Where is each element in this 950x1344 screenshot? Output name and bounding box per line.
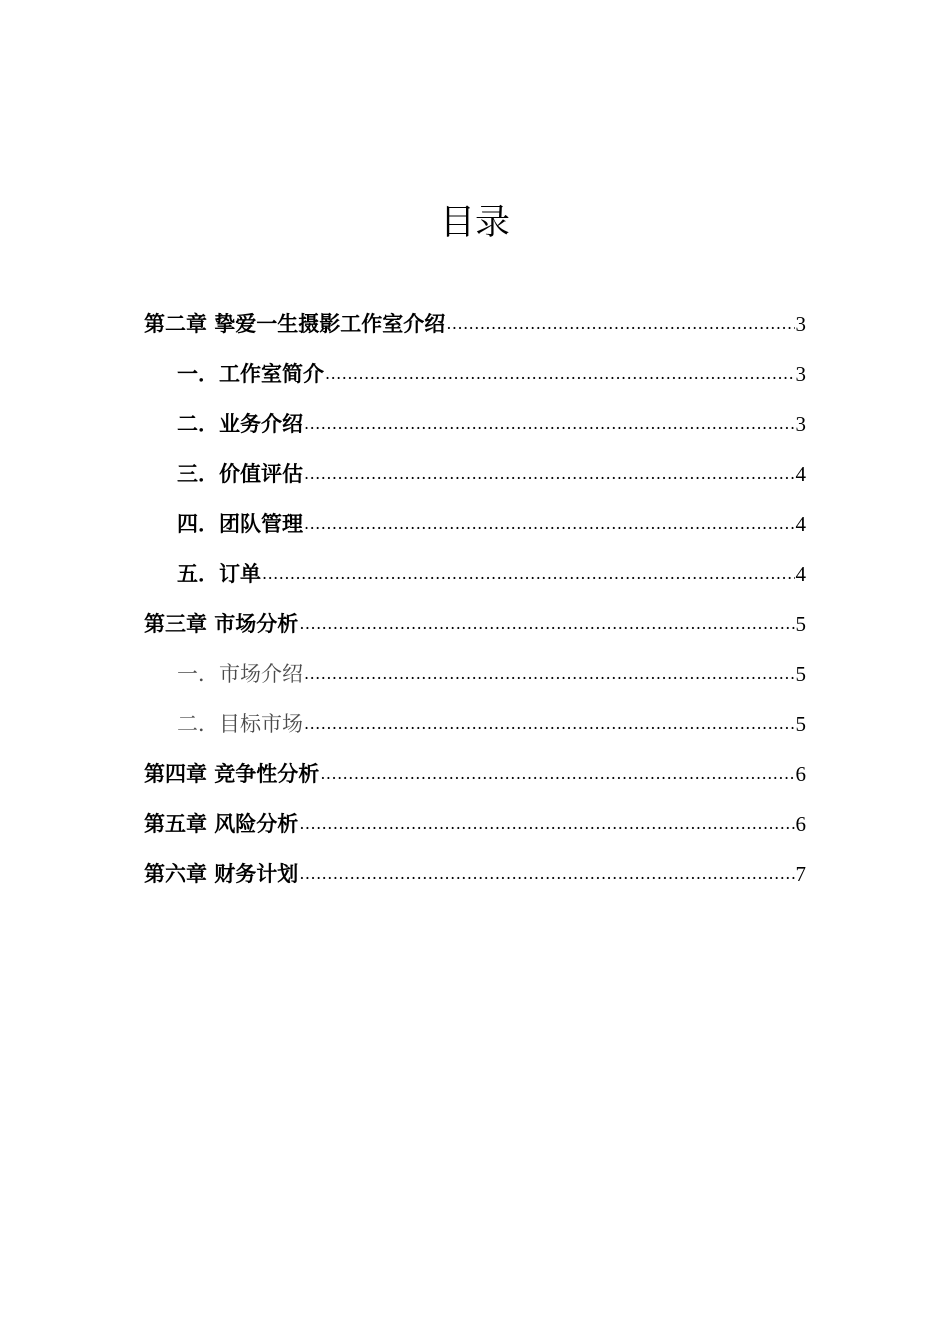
- toc-entry-chapter-6[interactable]: [144, 850, 806, 900]
- toc-dot-leader: [299, 814, 794, 834]
- toc-entry-label: 第四章 竞争性分析: [144, 761, 320, 786]
- toc-dot-leader: [325, 364, 795, 384]
- toc-entry-page: 4: [795, 512, 806, 536]
- toc-entry-chapter-3[interactable]: [144, 600, 806, 650]
- toc-entry-page: 5: [795, 712, 806, 736]
- toc-entry-page: 3: [795, 362, 806, 386]
- toc-entry-target-market[interactable]: [144, 700, 806, 750]
- toc-entry-studio-intro[interactable]: [144, 350, 806, 400]
- table-of-contents: [144, 300, 806, 900]
- toc-dot-leader: [320, 764, 794, 784]
- toc-entry-market-intro[interactable]: [144, 650, 806, 700]
- toc-entry-chapter-5[interactable]: [144, 800, 806, 850]
- toc-entry-orders[interactable]: [144, 550, 806, 600]
- toc-entry-team-management[interactable]: [144, 500, 806, 550]
- toc-entry-page: 4: [795, 462, 806, 486]
- toc-entry-label: 第五章 风险分析: [144, 811, 299, 836]
- toc-entry-page: 5: [795, 662, 806, 686]
- toc-entry-page: 3: [795, 312, 806, 336]
- toc-entry-chapter-2[interactable]: [144, 300, 806, 350]
- toc-entry-label: 第二章 挚爱一生摄影工作室介绍: [144, 311, 446, 336]
- toc-dot-leader: [299, 864, 794, 884]
- toc-entry-value-assessment[interactable]: [144, 450, 806, 500]
- toc-entry-page: 6: [795, 762, 806, 786]
- toc-dot-leader: [304, 714, 795, 734]
- toc-entry-label: 二．目标市场: [177, 712, 303, 736]
- toc-entry-page: 4: [795, 562, 806, 586]
- toc-dot-leader: [304, 514, 795, 534]
- toc-entry-label: 三．价值评估: [177, 461, 303, 486]
- toc-dot-leader: [299, 614, 794, 634]
- toc-entry-page: 3: [795, 412, 806, 436]
- toc-entry-label: 五．订单: [177, 561, 261, 586]
- toc-dot-leader: [304, 414, 795, 434]
- toc-dot-leader: [304, 664, 795, 684]
- toc-dot-leader: [304, 464, 795, 484]
- toc-entry-page: 5: [795, 612, 806, 636]
- toc-entry-page: 6: [795, 812, 806, 836]
- toc-entry-label: 一．市场介绍: [177, 662, 303, 686]
- toc-entry-label: 二．业务介绍: [177, 411, 303, 436]
- toc-entry-label: 第三章 市场分析: [144, 611, 299, 636]
- toc-entry-business-intro[interactable]: [144, 400, 806, 450]
- toc-entry-page: 7: [795, 862, 806, 886]
- toc-dot-leader: [446, 314, 794, 334]
- toc-entry-label: 四．团队管理: [177, 511, 303, 536]
- toc-entry-chapter-4[interactable]: [144, 750, 806, 800]
- toc-entry-label: 一．工作室简介: [177, 361, 324, 386]
- toc-entry-label: 第六章 财务计划: [144, 861, 299, 886]
- toc-title: 目录: [439, 203, 510, 243]
- toc-dot-leader: [262, 564, 795, 584]
